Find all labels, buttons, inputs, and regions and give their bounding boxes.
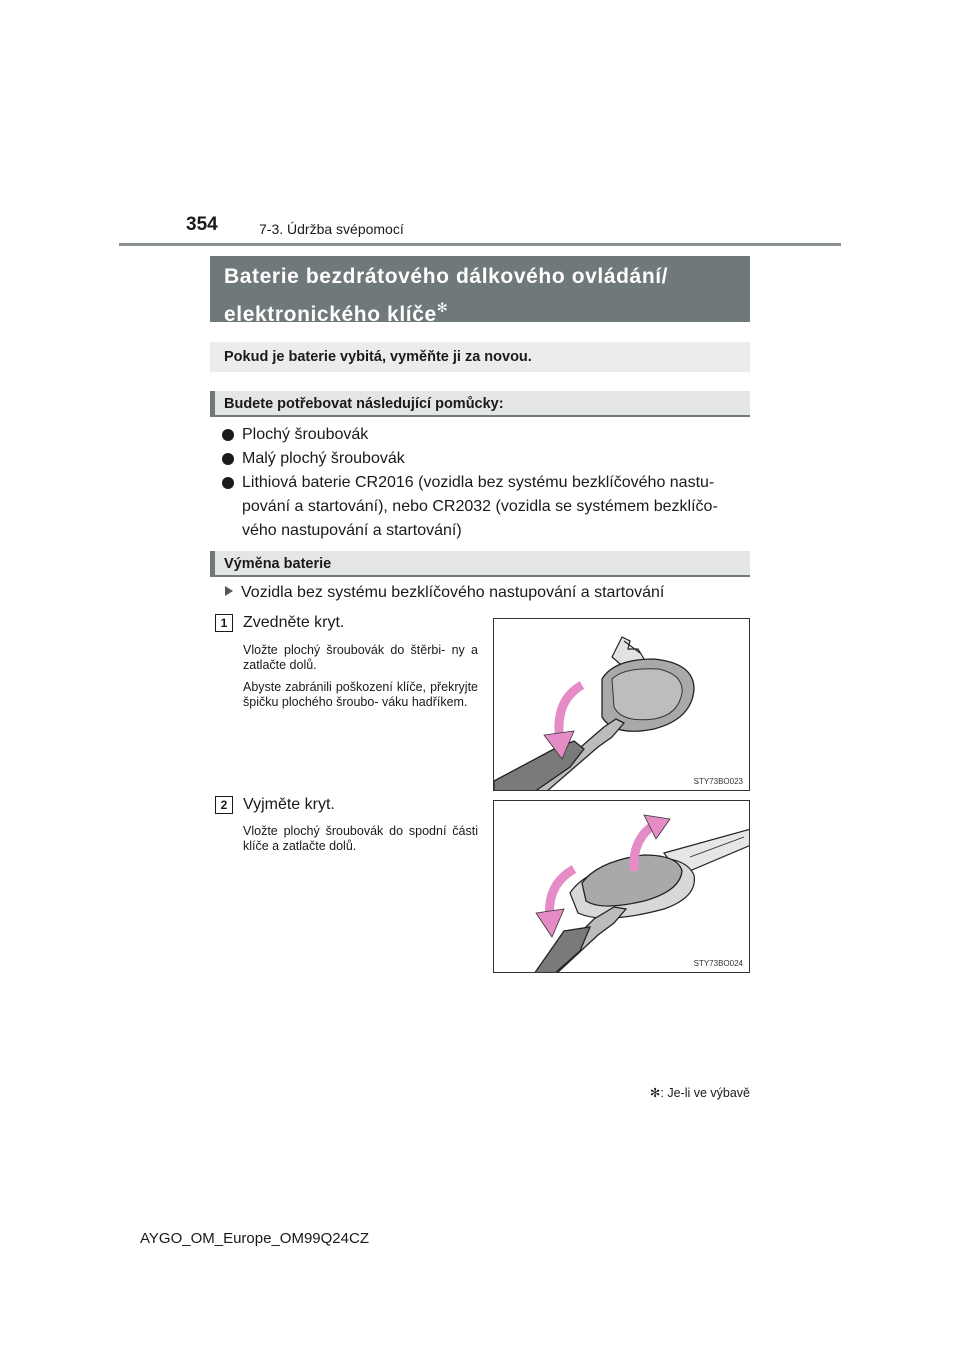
- vehicle-condition: Vozidla bez systému bezklíčového nastupování a startování: [225, 584, 664, 602]
- list-item: Malý plochý šroubovák: [222, 447, 750, 471]
- key-cover-remove-illustration: [494, 801, 750, 973]
- tools-list: [222, 423, 750, 543]
- title-line-2: elektronického klíče: [224, 303, 437, 326]
- section-reference: 7-3. Údržba svépomocí: [259, 221, 404, 237]
- bullet-icon: [222, 453, 234, 465]
- figure-code: STY73BO023: [693, 777, 743, 786]
- step-1-number: 1: [215, 614, 233, 632]
- tools-heading: Budete potřebovat následující pomůcky:: [210, 391, 750, 417]
- key-cover-lift-illustration: [494, 619, 750, 791]
- step-note: Vložte plochý šroubovák do spodní části klíče a zatlačte dolů.: [243, 824, 478, 853]
- step-1-notes: [243, 643, 478, 717]
- list-item: Plochý šroubovák: [222, 423, 750, 447]
- header-divider: [119, 243, 841, 246]
- figure-lift-cover: [493, 618, 750, 791]
- step-1-title: Zvedněte kryt.: [243, 614, 345, 631]
- intro-banner: Pokud je baterie vybitá, vyměňte ji za novou.: [210, 342, 750, 372]
- bullet-icon: [222, 429, 234, 441]
- step-2-notes: [243, 824, 478, 861]
- page-number: 354: [186, 214, 218, 235]
- step-2-number: 2: [215, 796, 233, 814]
- step-note: Vložte plochý šroubovák do štěrbi- ny a zatlačte dolů.: [243, 643, 478, 672]
- list-item: Lithiová baterie CR2016 (vozidla bez systému bezklíčového nastu- pování a startování), nebo CR2032 (vozidla se systémem bezklíčo- vého nastupování a startování): [222, 471, 750, 543]
- figure-code: STY73BO024: [693, 959, 743, 968]
- page-title: [210, 256, 750, 326]
- triangle-bullet-icon: [225, 586, 233, 596]
- figure-remove-cover: [493, 800, 750, 973]
- replace-heading: Výměna baterie: [210, 551, 750, 577]
- title-line-1: Baterie bezdrátového dálkového ovládání/: [224, 265, 669, 288]
- step-note: Abyste zabránili poškození klíče, překryjte špičku plochého šroubo- váku hadříkem.: [243, 680, 478, 709]
- document-id: AYGO_OM_Europe_OM99Q24CZ: [140, 1230, 369, 1247]
- bullet-icon: [222, 477, 234, 489]
- footnote-marker: ✻: [436, 300, 449, 315]
- step-2-title: Vyjměte kryt.: [243, 796, 335, 813]
- footnote: ✻: Je-li ve výbavě: [649, 1086, 750, 1100]
